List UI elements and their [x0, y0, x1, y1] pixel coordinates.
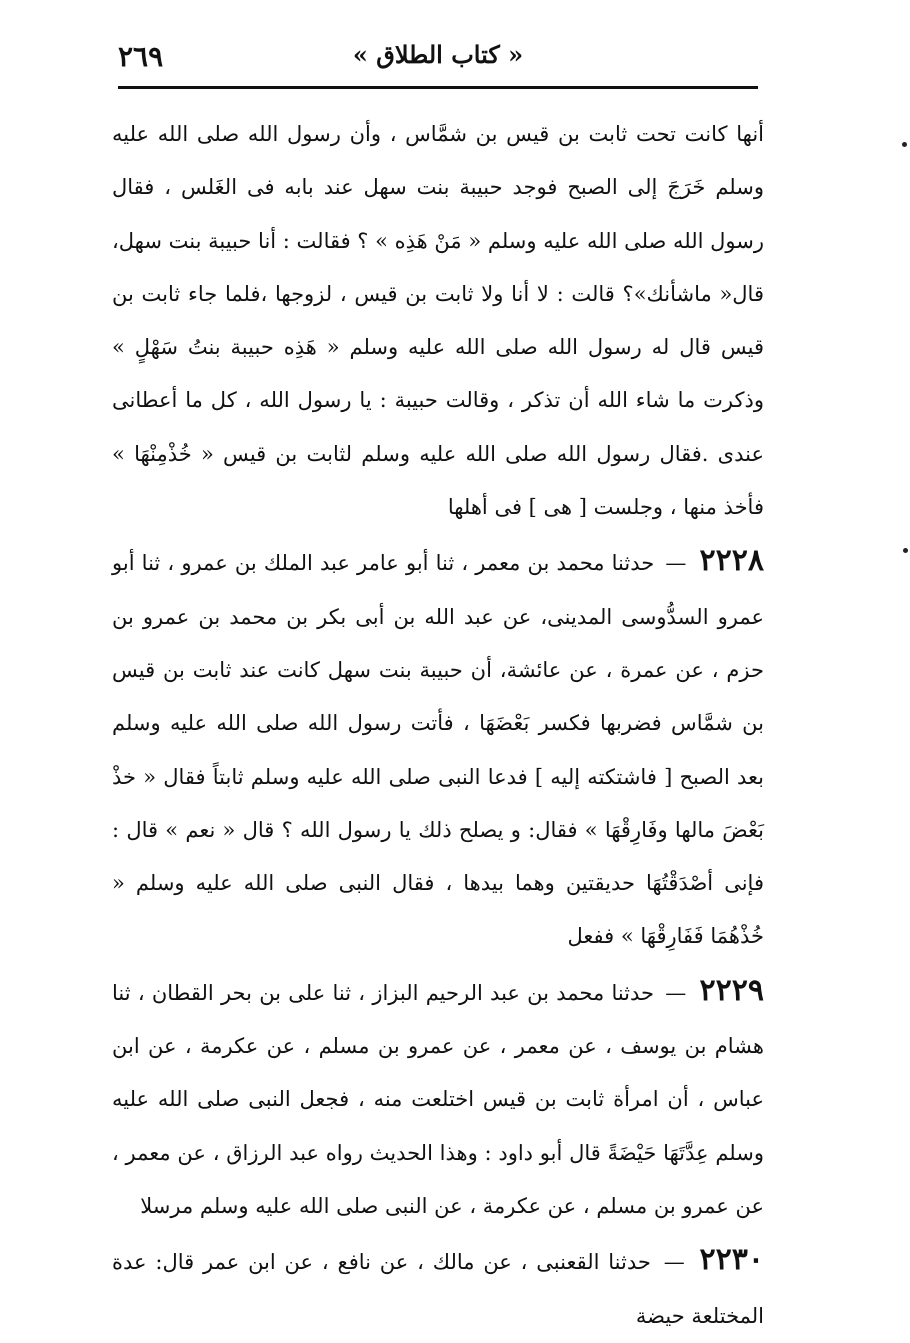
hadith-2229	[112, 964, 764, 1233]
em-dash: —	[663, 1250, 685, 1275]
paragraph-text: حدثنا محمد بن عبد الرحيم البزاز ، ثنا على بن بحر القطان ، ثنا هشام بن يوسف ، عن معمر ، عن عمرو بن مسلم ، عن عكرمة ، عن ابن عباس ، أن امرأة ثابت بن قيس اختلعت منه ، فجعل النبى صلى الله عليه وسلم عِدَّتَهَا حَيْضَةً قال أبو داود : وهذا الحديث رواه عبد الرزاق ، عن معمر ، عن عمرو بن مسلم ، عن عكرمة ، عن النبى صلى الله عليه وسلم مرسلا	[112, 980, 764, 1218]
paragraph-text: أنها كانت تحت ثابت بن قيس بن شمَّاس ، وأن رسول الله صلى الله عليه وسلم خَرَجَ إلى الصبح فوجد حبيبة بنت سهل عند بابه فى الغَلس ، فقال رسول الله صلى الله عليه وسلم « مَنْ هَذِه » ؟ فقالت : أنا حبيبة بنت سهل، قال« ماشأنك»؟ قالت : لا أنا ولا ثابت بن قيس ، لزوجها ،فلما جاء ثابت بن قيس قال له رسول الله صلى الله عليه وسلم « هَذِه حبيبة بنتُ سَهْلٍ » وذكرت ما شاء الله أن تذكر ، وقالت حبيبة : يا رسول الله ، كل ما أعطانى عندى .فقال رسول الله صلى الله عليه وسلم لثابت بن قيس « خُذْمِنْهَا » فأخذ منها ، وجلست [ هى ] فى أهلها	[112, 122, 764, 520]
hadith-number: ٢٢٢٨	[699, 543, 764, 579]
paragraph-continuation	[112, 108, 764, 534]
hadith-2228	[112, 534, 764, 963]
page-header	[118, 36, 758, 76]
hadith-2230	[112, 1233, 764, 1343]
em-dash: —	[665, 551, 687, 576]
hadith-number: ٢٢٢٩	[699, 972, 764, 1008]
header-rule	[118, 86, 758, 89]
paragraph-text: حدثنا القعنبى ، عن مالك ، عن نافع ، عن ابن عمر قال: عدة المختلعة حيضة	[112, 1250, 764, 1328]
em-dash: —	[665, 980, 687, 1005]
margin-mark	[902, 142, 907, 147]
margin-mark	[903, 548, 908, 553]
hadith-number: ٢٢٣٠	[699, 1242, 764, 1278]
running-title: « كتاب الطلاق »	[352, 40, 524, 69]
paragraph-text: حدثنا محمد بن معمر ، ثنا أبو عامر عبد الملك بن عمرو ، ثنا أبو عمرو السدُّوسى المدينى، عن عبد الله بن أبى بكر بن محمد بن عمرو بن حزم ، عن عمرة ، عن عائشة، أن حبيبة بنت سهل كانت عند ثابت بن قيس بن شمَّاس فضربها فكسر بَعْضَهَا ، فأتت رسول الله صلى الله عليه وسلم بعد الصبح [ فاشتكته إليه ] فدعا النبى صلى الله عليه وسلم ثابتاً فقال « خذْ بَعْضَ مالها وفَارِقْهَا » فقال: و يصلح ذلك يا رسول الله ؟ قال « نعم » قال : فإنى أصْدَقْتُهَا حديقتين وهما بيدها ، فقال النبى صلى الله عليه وسلم « خُذْهُمَا فَفَارِقْهَا » ففعل	[112, 551, 764, 949]
body-text	[112, 108, 764, 1343]
page-number: ٢٦٩	[118, 40, 164, 73]
